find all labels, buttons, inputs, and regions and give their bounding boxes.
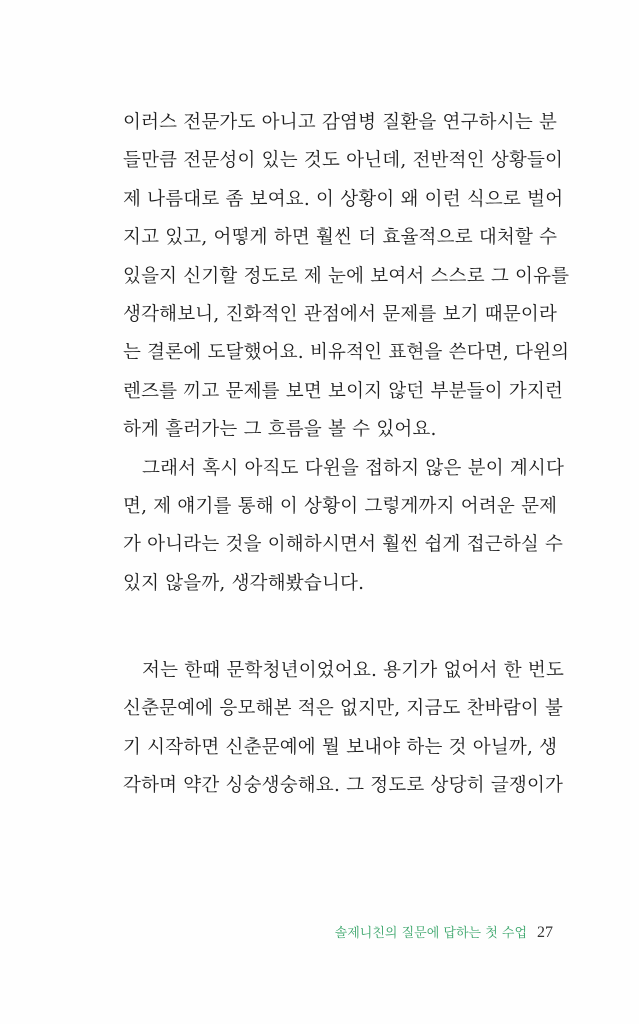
text-line: 있을지 신기할 정도로 제 눈에 보여서 스스로 그 이유를 — [123, 265, 570, 287]
text-line: 있지 않을까, 생각해봤습니다. — [123, 572, 365, 594]
body-text-lower — [123, 652, 565, 806]
running-title: 솔제니친의 질문에 답하는 첫 수업 — [334, 926, 527, 941]
text-line: 그래서 혹시 아직도 다윈을 접하지 않은 분이 계시다 — [142, 457, 565, 479]
text-line: 가 아니라는 것을 이해하시면서 훨씬 쉽게 접근하실 수 — [123, 534, 564, 556]
page-footer — [335, 922, 553, 942]
text-line: 생각해보니, 진화적인 관점에서 문제를 보기 때문이라 — [123, 303, 558, 325]
text-line: 렌즈를 끼고 문제를 보면 보이지 않던 부분들이 가지런 — [123, 380, 564, 402]
text-line: 는 결론에 도달했어요. 비유적인 표현을 쓴다면, 다윈의 — [123, 342, 570, 364]
body-text-upper — [123, 104, 570, 603]
page-number: 27 — [537, 924, 553, 941]
text-line: 각하며 약간 싱숭생숭해요. 그 정도로 상당히 글쟁이가 — [123, 775, 564, 797]
text-line: 신춘문예에 응모해본 적은 없지만, 지금도 찬바람이 불 — [123, 698, 564, 720]
paragraph-2 — [123, 450, 565, 604]
text-line: 저는 한때 문학청년이었어요. 용기가 없어서 한 번도 — [142, 660, 565, 681]
text-line: 기 시작하면 신춘문예에 뭘 보내야 하는 것 아닐까, 생 — [123, 736, 558, 758]
text-line: 이러스 전문가도 아니고 감염병 질환을 연구하시는 분 — [123, 112, 558, 133]
text-line: 지고 있고, 어떻게 하면 훨씬 더 효율적으로 대처할 수 — [123, 227, 558, 249]
text-line: 면, 제 얘기를 통해 이 상황이 그렇게까지 어려운 문제 — [123, 495, 558, 517]
text-line: 들만큼 전문성이 있는 것도 아닌데, 전반적인 상황들이 — [123, 150, 564, 172]
paragraph-3 — [123, 652, 565, 806]
text-line: 제 나름대로 좀 보여요. 이 상황이 왜 이런 식으로 벌어 — [123, 188, 564, 210]
paragraph-1 — [123, 104, 570, 450]
text-line: 하게 흘러가는 그 흐름을 볼 수 있어요. — [123, 419, 437, 441]
